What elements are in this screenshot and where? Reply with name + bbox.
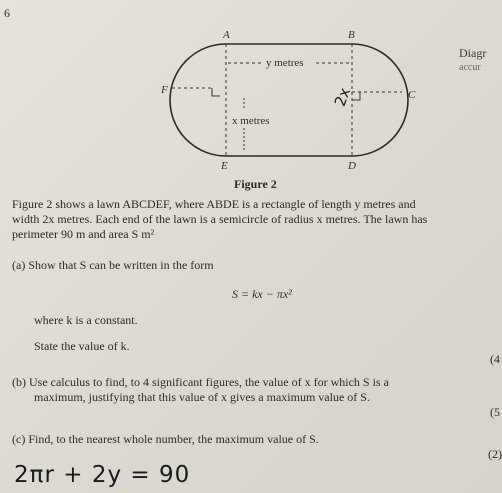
label-d: D — [348, 160, 356, 172]
intro-line-3: perimeter 90 m and area S m² — [12, 227, 155, 241]
label-y-metres: y metres — [266, 57, 304, 69]
label-x-metres: x metres — [232, 115, 270, 127]
part-a-prompt: (a) Show that S can be written in the form — [12, 258, 214, 272]
label-c: C — [408, 89, 416, 101]
part-c-marks: (2) — [488, 447, 502, 461]
part-b-marks: (5 — [490, 405, 500, 419]
intro-line-1: Figure 2 shows a lawn ABCDEF, where ABDE is a rectangle of length y metres and — [12, 197, 416, 211]
label-b: B — [348, 29, 355, 41]
label-f: F — [161, 84, 168, 96]
part-a-marks: (4 — [490, 352, 500, 366]
label-e: E — [221, 160, 228, 172]
handwritten-answer: 2πr + 2y = 90 — [14, 462, 191, 488]
margin-note-accurate: accur — [459, 62, 481, 73]
part-a-formula: S = kx − πx² — [232, 287, 292, 301]
part-a-state: State the value of k. — [34, 339, 130, 353]
page-number: 6 — [4, 6, 10, 20]
part-b-line-1: (b) Use calculus to find, to 4 significant figures, the value of x for which S is a — [12, 375, 389, 389]
lawn-diagram — [0, 0, 502, 200]
margin-note-diagram: Diagr — [459, 46, 487, 60]
right-angle-left — [212, 88, 220, 96]
label-a: A — [223, 29, 230, 41]
part-a-constant-note: where k is a constant. — [34, 313, 138, 327]
figure-caption: Figure 2 — [234, 177, 277, 191]
part-b-line-2: maximum, justifying that this value of x gives a maximum value of S. — [34, 390, 370, 404]
handwritten-radius-note: 2x — [330, 85, 355, 109]
intro-line-2: width 2x metres. Each end of the lawn is a semicircle of radius x metres. The lawn has — [12, 212, 428, 226]
part-c-prompt: (c) Find, to the nearest whole number, the maximum value of S. — [12, 432, 319, 446]
